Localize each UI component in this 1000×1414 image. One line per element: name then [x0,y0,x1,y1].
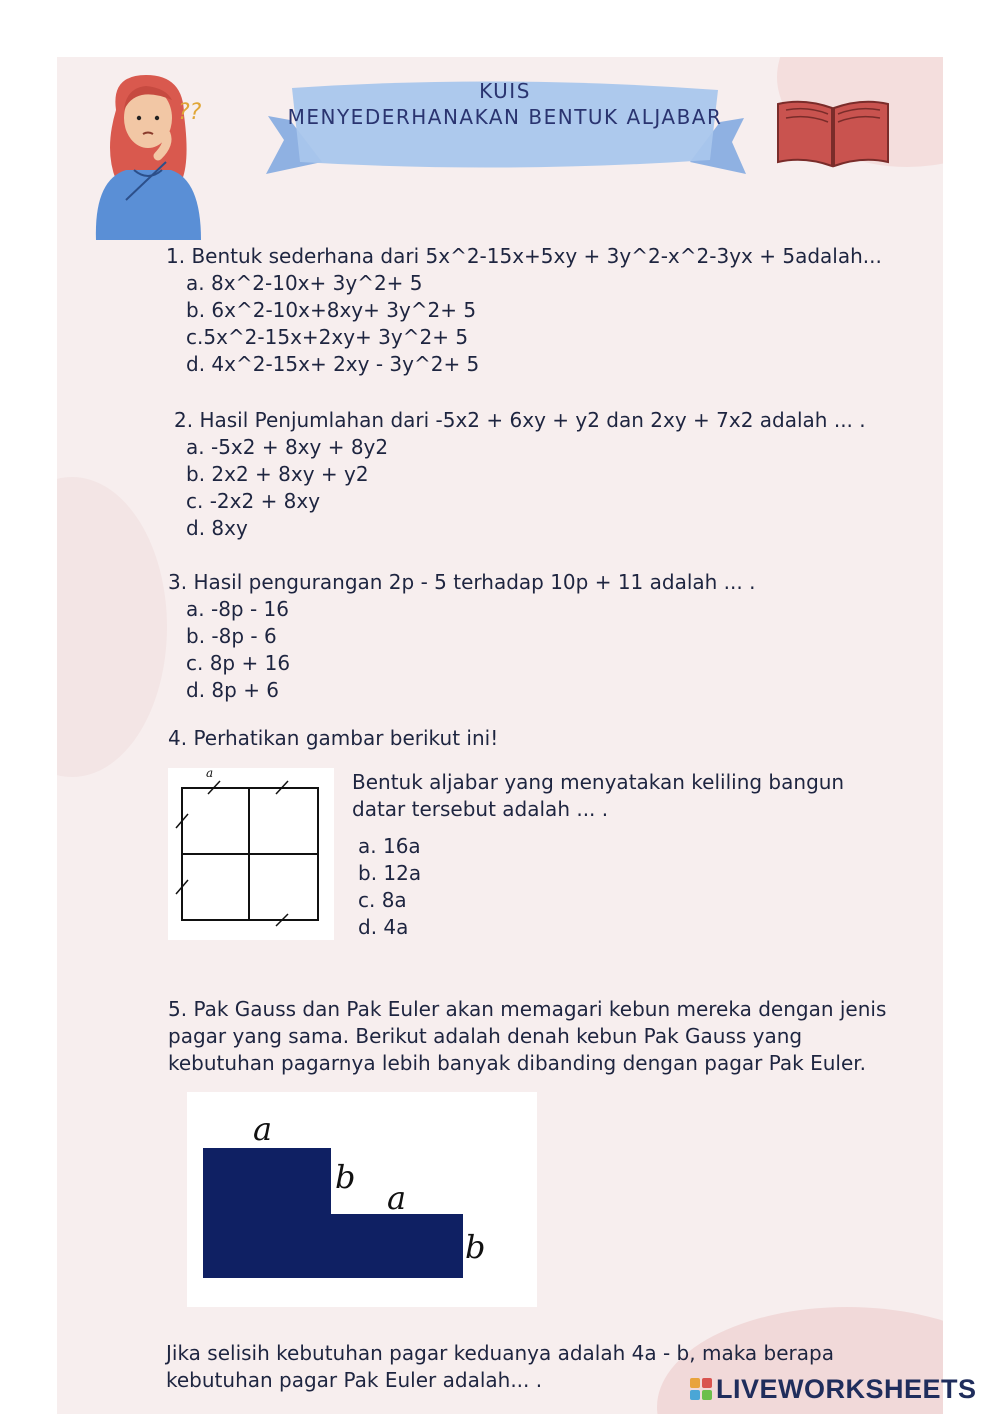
question-2-option-b[interactable]: b. 2x2 + 8xy + y2 [186,462,369,486]
question-4-stem: 4. Perhatikan gambar berikut ini! [168,726,499,750]
question-1-option-b[interactable]: b. 6x^2-10x+8xy+ 3y^2+ 5 [186,298,477,322]
thinking-girl-illustration [86,70,226,240]
title-line-2: MENYEDERHANAKAN BENTUK ALJABAR [287,105,723,129]
question-4-body [352,769,892,941]
question-4-option-b[interactable]: b. 12a [358,861,422,885]
label-step-b: b [335,1158,356,1196]
question-5-closing: Jika selisih kebutuhan pagar keduanya adalah 4a - b, maka berapa kebutuhan pagar Pak Euler adalah... . [166,1341,834,1392]
grid-square-diagram [168,768,334,940]
question-2-option-a[interactable]: a. -5x2 + 8xy + 8y2 [186,435,389,459]
question-4-option-c[interactable]: c. 8a [358,888,407,912]
question-3 [168,569,755,704]
question-3-option-b[interactable]: b. -8p - 6 [186,624,277,648]
liveworksheets-mark-icon [690,1378,712,1400]
question-4-option-a[interactable]: a. 16a [358,834,421,858]
title-line-1: KUIS [479,79,531,103]
label-top-a: a [253,1110,273,1148]
side-label-a: a [206,768,214,780]
question-2 [174,407,866,542]
question-2-stem: 2. Hasil Penjumlahan dari -5x2 + 6xy + y2 dan 2xy + 7x2 adalah ... . [174,408,866,432]
question-marks: ?? [178,100,202,125]
question-5-stem: 5. Pak Gauss dan Pak Euler akan memagari kebun mereka dengan jenis pagar yang sama. Berikut adalah denah kebun Pak Gauss yang kebutuhan pagarnya lebih banyak dibanding dengan pagar Pak Euler. [168,997,887,1075]
question-3-option-c[interactable]: c. 8p + 16 [186,651,291,675]
liveworksheets-logo [690,1372,977,1406]
decor-blob [57,477,167,777]
question-2-option-d[interactable]: d. 8xy [186,516,248,540]
liveworksheets-wordmark: LIVEWORKSHEETS [716,1373,977,1404]
question-3-option-d[interactable]: d. 8p + 6 [186,678,280,702]
page-title [262,78,748,130]
question-1-stem: 1. Bentuk sederhana dari 5x^2-15x+5xy + 3y^2-x^2-3yx + 5adalah... [166,244,882,268]
question-4-figure [168,768,334,940]
question-5-figure [187,1092,537,1307]
question-1-option-a[interactable]: a. 8x^2-10x+ 3y^2+ 5 [186,271,423,295]
label-step-a: a [387,1179,407,1217]
question-1-option-c[interactable]: c.5x^2-15x+2xy+ 3y^2+ 5 [186,325,469,349]
question-4-option-d[interactable]: d. 4a [358,915,409,939]
question-4-prompt: Bentuk aljabar yang menyatakan keliling bangun datar tersebut adalah ... . [352,770,845,821]
question-1 [166,243,882,378]
question-3-stem: 3. Hasil pengurangan 2p - 5 terhadap 10p + 11 adalah ... . [168,570,756,594]
question-3-option-a[interactable]: a. -8p - 16 [186,597,289,621]
label-right-b: b [465,1228,486,1266]
open-book-icon [774,96,892,170]
question-2-option-c[interactable]: c. -2x2 + 8xy [186,489,321,513]
garden-plan-diagram [187,1092,537,1307]
question-1-option-d[interactable]: d. 4x^2-15x+ 2xy - 3y^2+ 5 [186,352,480,376]
